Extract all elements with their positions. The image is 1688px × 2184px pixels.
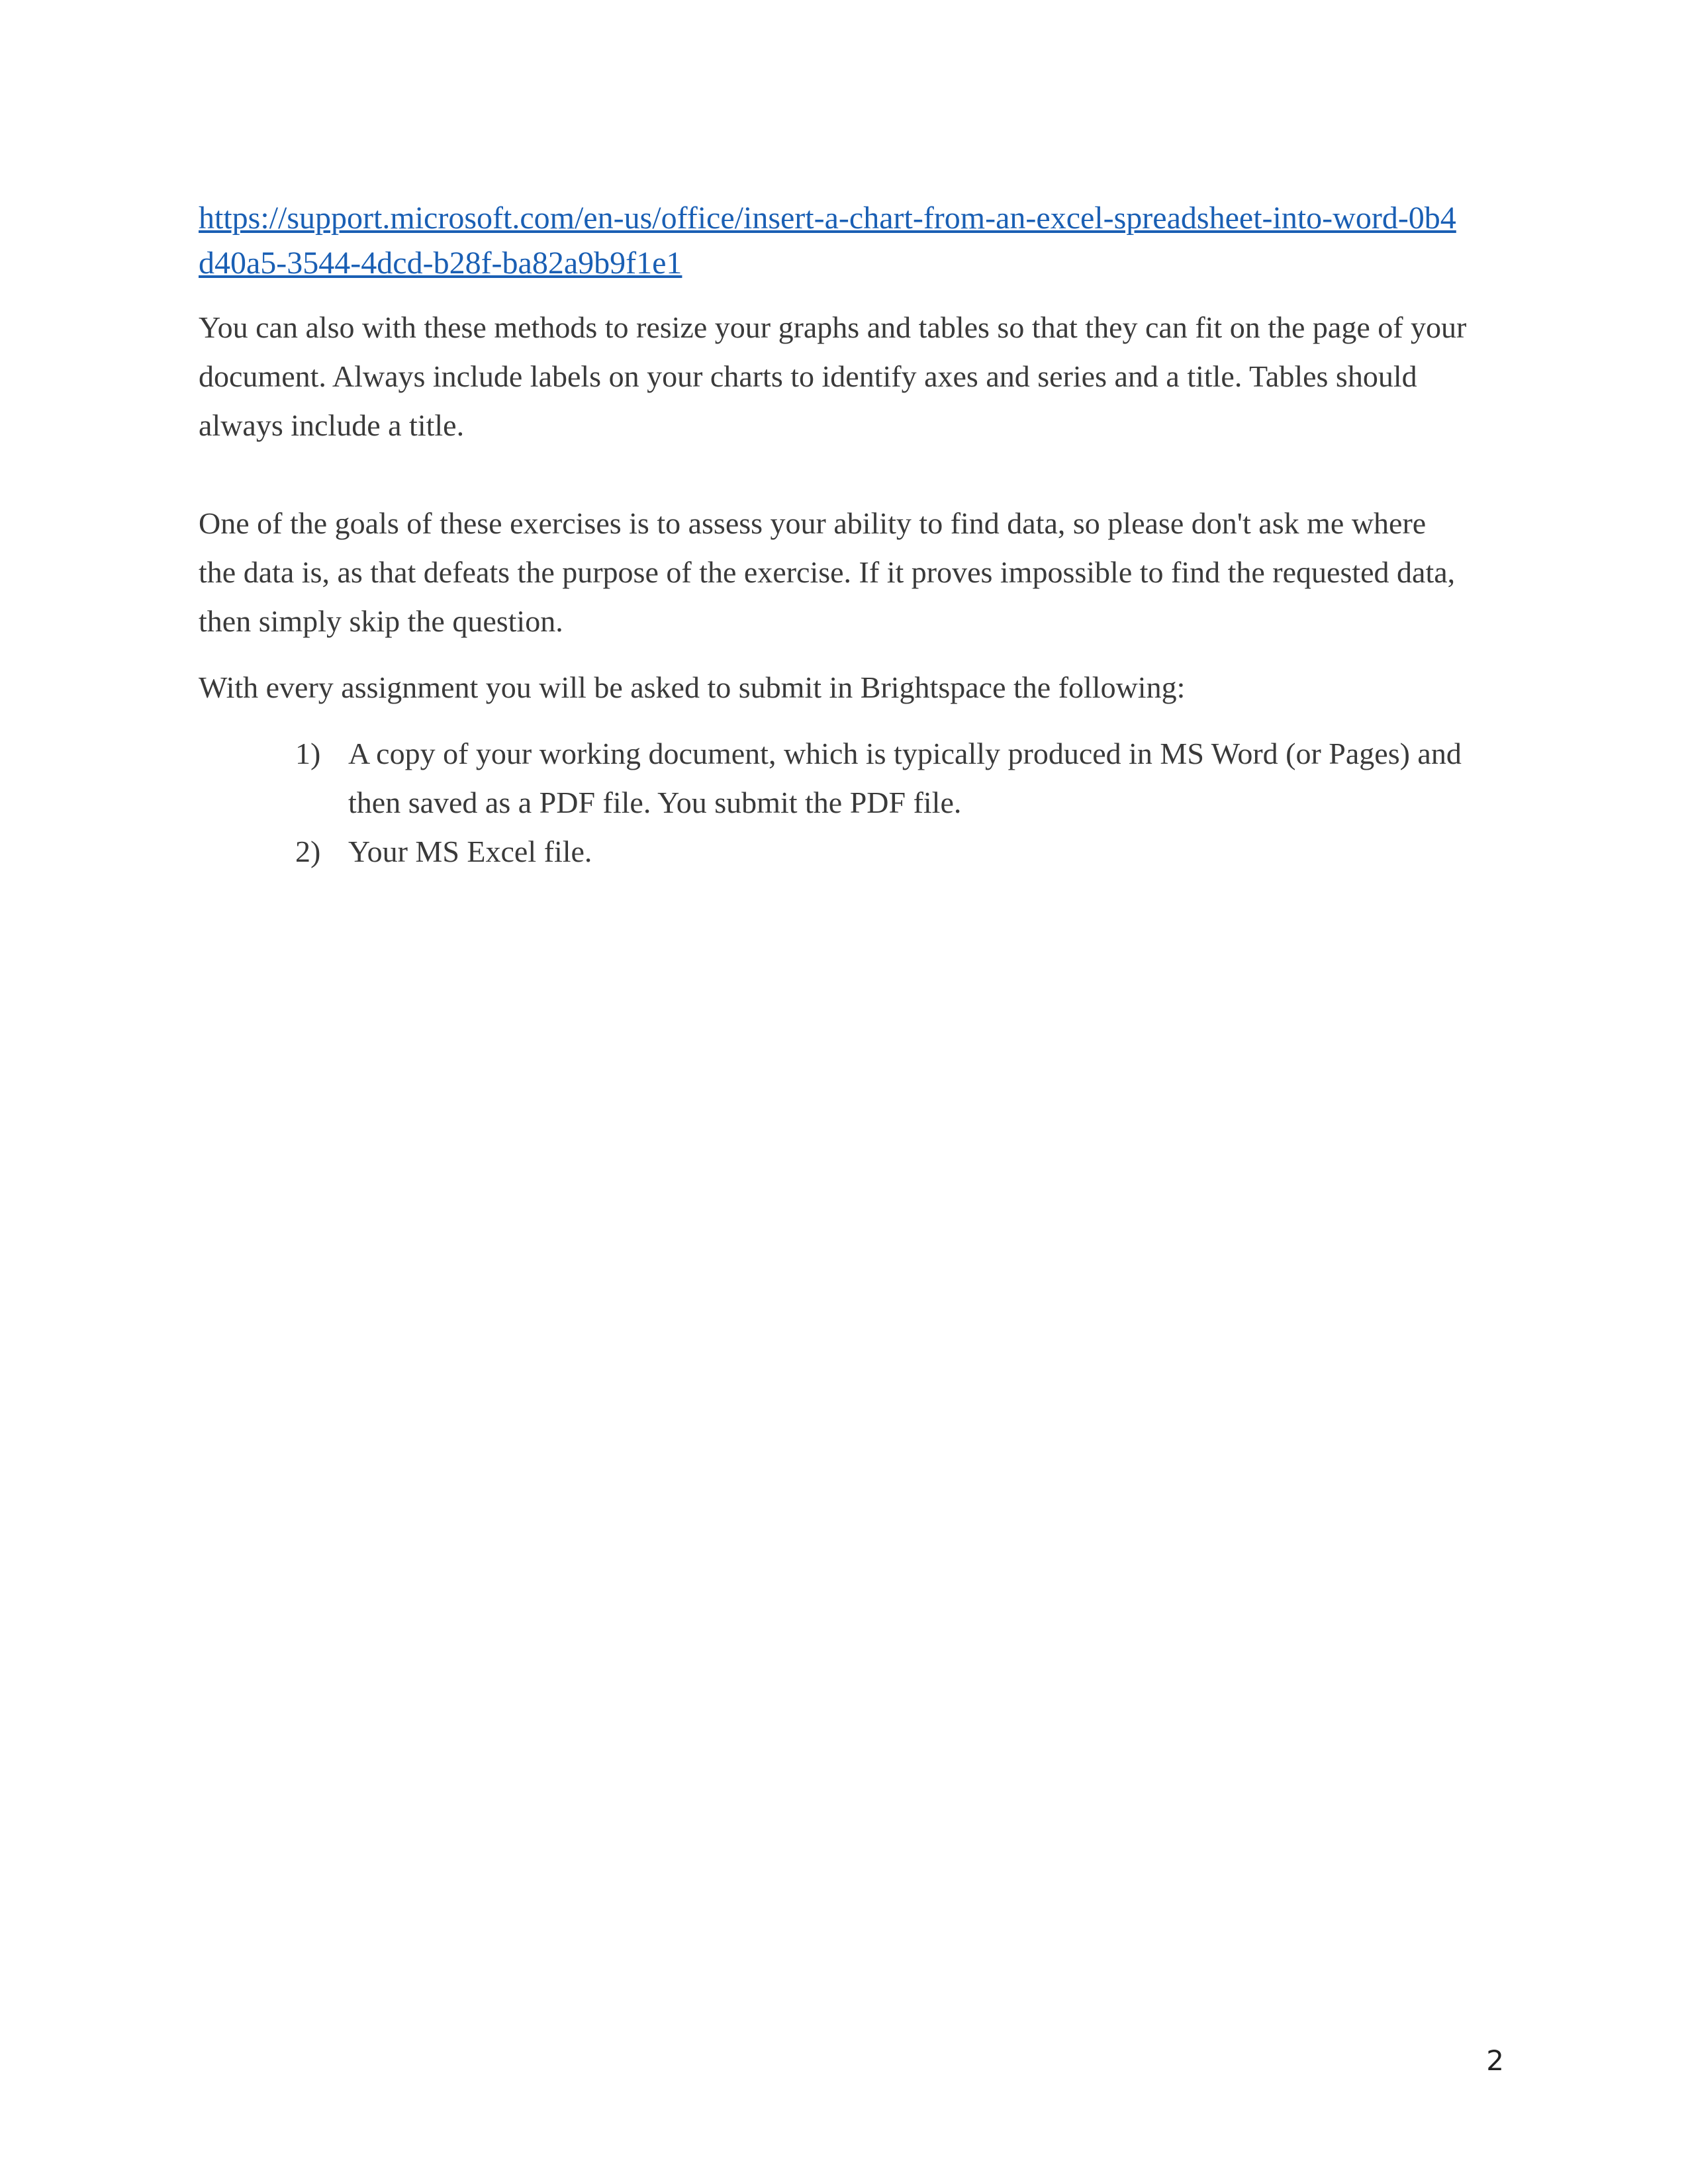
list-item-number: 2) <box>295 835 321 868</box>
list-item-text: Your MS Excel file. <box>348 835 592 868</box>
support-link[interactable]: https://support.microsoft.com/en-us/office/insert-a-chart-from-an-excel-spreadsheet-into-word-0b4d40a5-3544-4dcd-b28f-ba82a9b9f1e1 <box>199 201 1456 281</box>
list-item <box>199 729 1474 827</box>
paragraph-submission: With every assignment you will be asked to submit in Brightspace the following: <box>199 670 1186 704</box>
paragraph-resize-charts: You can also with these methods to resize your graphs and tables so that they can fit on the page of your document. Always include labels on your charts to identify axes and series and a title. Tables should always include a title. <box>199 310 1467 442</box>
list-item-text: A copy of your working document, which is typically produced in MS Word (or Pages) and then saved as a PDF file. You submit the PDF file. <box>348 737 1462 819</box>
page-number: 2 <box>1486 2044 1504 2077</box>
list-item-number: 1) <box>295 737 321 770</box>
submission-list <box>199 729 1470 876</box>
paragraph-find-data: One of the goals of these exercises is to assess your ability to find data, so please don't ask me where the data is, as that defeats the purpose of the exercise. If it proves impossible to find the requested data, then simply skip the question. <box>199 506 1456 638</box>
page-content <box>199 196 1470 876</box>
list-item <box>199 827 1474 876</box>
